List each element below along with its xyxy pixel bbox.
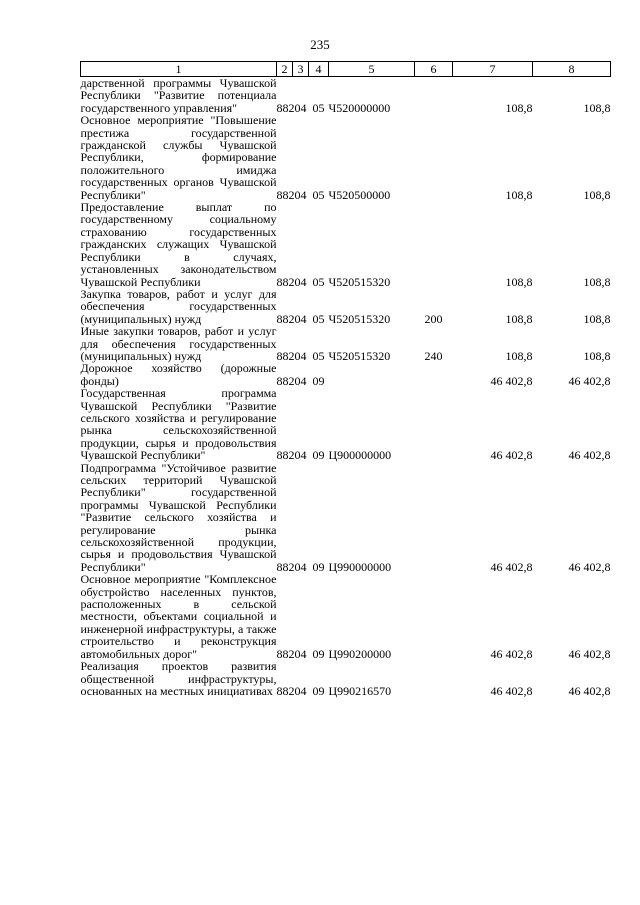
table-row	[81, 201, 611, 288]
amount-year-1: 108,8	[505, 274, 533, 289]
amount-year-2: 46 402,8	[568, 448, 611, 463]
ministry-code: 882	[276, 274, 295, 289]
section-code: 04	[294, 274, 307, 289]
amount-year-2: 46 402,8	[568, 373, 611, 388]
expense-type-code	[415, 114, 453, 201]
column-header-1: 1	[81, 62, 277, 77]
subsection-code: 05	[312, 348, 325, 363]
target-article-code: Ц990200000	[328, 646, 392, 661]
subsection-code: 05	[312, 311, 325, 326]
amount-year-2: 46 402,8	[568, 646, 611, 661]
ministry-code: 882	[276, 646, 295, 661]
expense-type-code: 240	[424, 348, 443, 363]
page-number: 235	[310, 37, 330, 52]
ministry-code: 882	[276, 187, 295, 202]
amount-year-2: 46 402,8	[568, 683, 611, 698]
ministry-code: 882	[276, 448, 295, 463]
expense-type-code	[415, 462, 453, 574]
ministry-code: 882	[276, 559, 295, 574]
item-name: Подпрограмма "Устойчивое развитие сельских территорий Чувашской Республики" государственной программы Чувашской Республики "Развитие сельского хозяйства и регулирование рынка сельскохозяйственной продукции, сырья и продовольствия Чувашской Республики"	[80, 460, 277, 574]
amount-year-1: 46 402,8	[490, 646, 533, 661]
section-code: 04	[294, 559, 307, 574]
subsection-code: 09	[312, 646, 325, 661]
expense-type-code	[415, 387, 453, 461]
table-row	[81, 362, 611, 387]
table-header	[81, 62, 611, 77]
item-name: Государственная программа Чувашской Республики "Развитие сельского хозяйства и регулирование рынка сельскохозяйственной продукции, сырья и продовольствия Чувашской Республики"	[80, 386, 277, 463]
amount-year-1: 46 402,8	[490, 683, 533, 698]
item-name: Предоставление выплат по государственному социальному страхованию государственных гражданских служащих Чувашской Республики в случаях, установленных законодательством Чувашской Республики	[80, 200, 277, 289]
target-article-code	[329, 362, 415, 387]
item-name: Основное мероприятие "Повышение престижа государственной гражданской службы Чувашской Республики, формирование положительного имиджа государственных органов Чувашской Республики"	[80, 113, 277, 202]
section-code: 04	[294, 646, 307, 661]
amount-year-2: 46 402,8	[568, 559, 611, 574]
header-row	[81, 62, 611, 77]
item-name: дарственной программы Чувашской Республики "Развитие потенциала государственного управления"	[80, 76, 277, 115]
section-code: 04	[294, 348, 307, 363]
section-code: 04	[294, 187, 307, 202]
column-header-6: 6	[415, 62, 453, 77]
budget-table	[80, 61, 611, 697]
amount-year-2: 108,8	[583, 100, 611, 115]
amount-year-1: 108,8	[505, 311, 533, 326]
section-code: 04	[294, 311, 307, 326]
target-article-code: Ч520515320	[328, 311, 391, 326]
table-row	[81, 462, 611, 574]
table-row	[81, 288, 611, 325]
table-row	[81, 573, 611, 660]
subsection-code: 09	[312, 559, 325, 574]
amount-year-1: 46 402,8	[490, 373, 533, 388]
subsection-code: 09	[312, 448, 325, 463]
table-row	[81, 325, 611, 362]
ministry-code: 882	[276, 348, 295, 363]
item-name: Закупка товаров, работ и услуг для обеспечения государственных (муниципальных) нужд	[80, 286, 277, 326]
item-name: Основное мероприятие "Комплексное обустройство населенных пунктов, расположенных в сельской местности, объектами социальной и инженерной инфраструктуры, а также строительство и реконструкция автомобильных дорог"	[80, 572, 277, 661]
column-header-8: 8	[533, 62, 611, 77]
ministry-code: 882	[276, 683, 295, 698]
ministry-code: 882	[276, 100, 295, 115]
amount-year-1: 46 402,8	[490, 448, 533, 463]
table-row	[81, 77, 611, 115]
amount-year-1: 108,8	[505, 348, 533, 363]
column-header-5: 5	[329, 62, 415, 77]
subsection-code: 05	[312, 187, 325, 202]
expense-type-code	[415, 660, 453, 697]
ministry-code: 882	[276, 311, 295, 326]
section-code: 04	[294, 683, 307, 698]
item-name: Дорожное хозяйство (дорожные фонды)	[80, 361, 277, 388]
column-header-7: 7	[453, 62, 533, 77]
target-article-code: Ч520515320	[328, 348, 391, 363]
subsection-code: 05	[312, 100, 325, 115]
expense-type-code	[415, 201, 453, 288]
section-code: 04	[294, 373, 307, 388]
table-row	[81, 387, 611, 461]
amount-year-2: 108,8	[583, 274, 611, 289]
target-article-code: Ц990000000	[328, 559, 392, 574]
item-name: Иные закупки товаров, работ и услуг для обеспечения государственных (муниципальных) нужд	[80, 324, 277, 363]
target-article-code: Ц900000000	[328, 448, 392, 463]
table-row	[81, 660, 611, 697]
expense-type-code	[415, 362, 453, 387]
amount-year-1: 46 402,8	[490, 559, 533, 574]
target-article-code: Ч520500000	[328, 187, 391, 202]
target-article-code: Ч520000000	[328, 100, 391, 115]
amount-year-2: 108,8	[583, 311, 611, 326]
amount-year-1: 108,8	[505, 187, 533, 202]
target-article-code: Ч520515320	[328, 274, 391, 289]
column-header-3: 3	[293, 62, 309, 77]
column-header-4: 4	[309, 62, 329, 77]
expense-type-code: 200	[424, 311, 443, 326]
table-body	[81, 77, 611, 698]
subsection-code: 09	[312, 373, 325, 388]
expense-type-code	[415, 573, 453, 660]
subsection-code: 05	[312, 274, 325, 289]
target-article-code: Ц990216570	[328, 683, 392, 698]
table-row	[81, 114, 611, 201]
ministry-code: 882	[276, 373, 295, 388]
item-name: Реализация проектов развития общественной инфраструктуры, основанных на местных инициативах	[80, 659, 277, 698]
section-code: 04	[294, 100, 307, 115]
column-header-2: 2	[277, 62, 293, 77]
amount-year-2: 108,8	[583, 348, 611, 363]
amount-year-2: 108,8	[583, 187, 611, 202]
amount-year-1: 108,8	[505, 100, 533, 115]
expense-type-code	[415, 77, 453, 115]
subsection-code: 09	[312, 683, 325, 698]
section-code: 04	[294, 448, 307, 463]
